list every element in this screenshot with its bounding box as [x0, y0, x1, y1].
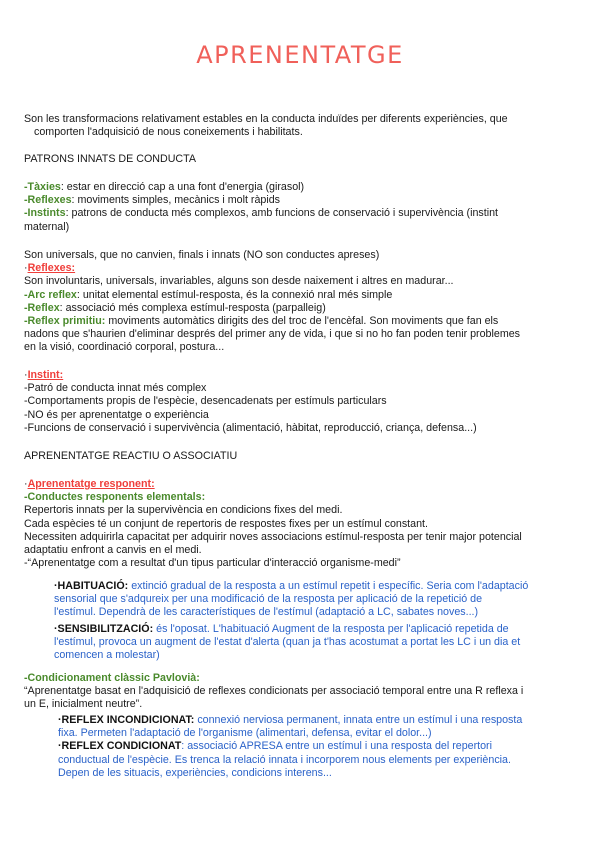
- patrons-heading: PATRONS INNATS DE CONDUCTA: [24, 153, 196, 165]
- sensibilitzacio-line-2: l'estímul, provoca un augment de l'estat d'alerta (quan ja t'has acostumat a portat les LC i un dia et: [54, 636, 521, 649]
- responent-section: [24, 478, 576, 570]
- instint-section: [24, 369, 576, 435]
- habituacio-line-3: l'estímul. Dependrà de les característiques de l'estímul (adaptació a LC, sabates noves...): [54, 606, 479, 619]
- intro-paragraph: [24, 113, 576, 139]
- instint-line-3: -NO és per aprenentatge o experiència: [24, 408, 209, 421]
- reflexes-heading: Reflexes:: [27, 262, 76, 275]
- sensibilitzacio-line-3: comencen a molestar): [54, 649, 160, 662]
- responent-subheading: [24, 491, 576, 504]
- term-reflexes: -Reflexes: [24, 194, 72, 207]
- reflex-incond-text-1: connexió nerviosa permanent, innata entre un estímul i una resposta: [194, 714, 523, 726]
- reflexes-desc: Son involuntaris, universals, invariables, alguns son desde naixement i altres en madurar...: [24, 275, 454, 288]
- sensibilitzacio-term: ·SENSIBILITZACIÓ:: [54, 623, 154, 635]
- reflexes-heading-line: [24, 262, 576, 275]
- reflexes-bullet: ·: [24, 262, 28, 275]
- intro-line-1: Son les transformacions relativament estables en la conducta induïdes per diferents experiències, que: [24, 113, 508, 125]
- term-instints: -Instints: [24, 207, 66, 220]
- list-item-taxies: [24, 181, 576, 194]
- reactiu-heading: APRENENTATGE REACTIU O ASSOCIATIU: [24, 450, 238, 462]
- list-item-instints: [24, 207, 576, 220]
- condicionament-heading-line: [24, 672, 580, 685]
- sensibilitzacio-line-1: [54, 623, 582, 636]
- text-instints: : patrons de conducta més complexos, amb funcions de conservació i supervivència (instint: [65, 207, 499, 220]
- patrons-list: [24, 181, 576, 234]
- reflex-incond-line-2: fixa. Permeten l'adaptació de l'organisme (alimentari, defensa, evitar el dolor...): [58, 727, 432, 740]
- instint-bullet: ·: [24, 369, 28, 381]
- reflex-item: [24, 302, 576, 315]
- reflex-incond-line-1: [58, 714, 578, 727]
- reflex-primitiu-line-3: en la visió, coordinació corporal, postura...: [24, 341, 225, 354]
- sensibilitzacio-text-1: és l'oposat. L'habituació Augment de la resposta per l'aplicació repetida de: [153, 623, 509, 635]
- intro-line-2: comporten l'adquisició de nous coneixements i habilitats.: [34, 126, 303, 139]
- reflex-cond-line-3: Depen de les situacis, experiències, condicions interens...: [58, 766, 332, 779]
- term-reflex: -Reflex: [24, 301, 60, 314]
- reflex-primitiu-line-2: nadons que s'haurien d'eliminar després del primer any de vida, i que si no ho fan poden tenir problemes: [24, 328, 521, 341]
- habituacio-text-1: extinció gradual de la resposta a un estímul repetit i específic. Seria com l'adaptació: [128, 580, 529, 592]
- habituacio-section: [54, 580, 582, 620]
- responent-line-5: -“Aprenentatge com a resultat d'un tipus particular d'interacció organisme-medi”: [24, 557, 401, 570]
- document-title: APRENENTATGE: [196, 41, 404, 69]
- reflex-cond-line-2: conductual de l'espècie. Es trenca la relació innata i incorporem nous elements per experiència.: [58, 753, 511, 766]
- responent-line-2: Cada espècies té un conjunt de repertoris de respostes fixes per un estímul constant.: [24, 517, 428, 530]
- text-arc-reflex: : unitat elemental estímul-resposta, és la connexió nral més simple: [76, 288, 393, 301]
- condicionament-line-1: “Aprenentatge basat en l'adquisició de reflexes condicionats per associació temporal entre una R reflexa i: [24, 685, 524, 698]
- habituacio-line-1: [54, 580, 582, 593]
- reflex-cond-term: ·REFLEX CONDICIONAT: [58, 740, 182, 753]
- universals-line: Son universals, que no canvien, finals i innats (NO son conductes apreses): [24, 249, 380, 261]
- conductes-responents-heading: -Conductes responents elementals:: [24, 491, 206, 504]
- condicionament-heading: -Condicionament clàssic Pavlovià:: [24, 672, 200, 684]
- reflex-primitiu-item: [24, 315, 576, 328]
- instint-heading-line: [24, 369, 576, 382]
- reflex-cond-line-1: [58, 740, 578, 753]
- reflex-types-section: [58, 714, 578, 780]
- arc-reflex-item: [24, 289, 576, 302]
- responent-heading: Aprenentatge responent:: [27, 478, 155, 490]
- text-reflexes: : moviments simples, mecànics i molt ràpids: [71, 194, 280, 207]
- text-reflex: : associació més complexa estímul-resposta (parpalleig): [59, 301, 326, 314]
- instint-line-4: -Funcions de conservació i supervivència (alimentació, hàbitat, reproducció, criança, defensa...): [24, 421, 477, 434]
- responent-line-4: adaptatiu enfront a canvis en el medi.: [24, 544, 202, 557]
- text-reflex-primitiu: moviments automàtics dirigits des del troc de l'encèfal. Son moviments que fan els: [105, 315, 499, 328]
- term-taxies: -Tàxies: [24, 181, 61, 193]
- responent-bullet: ·: [24, 478, 28, 490]
- responent-line-3: Necessiten adquirirla capacitat per adquirir noves associacions estímul-resposta per tenir major potencial: [24, 530, 522, 543]
- condicionament-section: [24, 672, 580, 712]
- habituacio-term: ·HABITUACIÓ:: [54, 580, 129, 592]
- responent-line-1: Repertoris innats per la supervivència en condicions fixes del medi.: [24, 504, 343, 517]
- responent-heading-line: [24, 478, 576, 491]
- habituacio-line-2: sensorial que s'adqureix per una modificació de la resposta per aplicació de la repetició de: [54, 593, 483, 606]
- universals-section: [24, 249, 576, 355]
- term-reflex-primitiu: -Reflex primitiu:: [24, 315, 106, 328]
- list-item-reflexes: [24, 194, 576, 207]
- sensibilitzacio-section: [54, 623, 582, 663]
- instints-continuation: maternal): [24, 220, 70, 233]
- instint-heading: Instint:: [27, 369, 64, 381]
- instint-line-1: -Patró de conducta innat més complex: [24, 382, 207, 395]
- reflex-cond-text-1: : associació APRESA entre un estímul i una resposta del repertori: [181, 740, 492, 753]
- term-arc-reflex: -Arc reflex: [24, 288, 77, 301]
- reflex-incond-term: ·REFLEX INCONDICIONAT:: [58, 714, 195, 726]
- text-taxies: : estar en direcció cap a una font d'energia (girasol): [60, 181, 305, 193]
- condicionament-line-2: un E, inicialment neutre”.: [24, 698, 143, 711]
- instint-line-2: -Comportaments propis de l'espècie, desencadenats per estímuls particulars: [24, 395, 387, 408]
